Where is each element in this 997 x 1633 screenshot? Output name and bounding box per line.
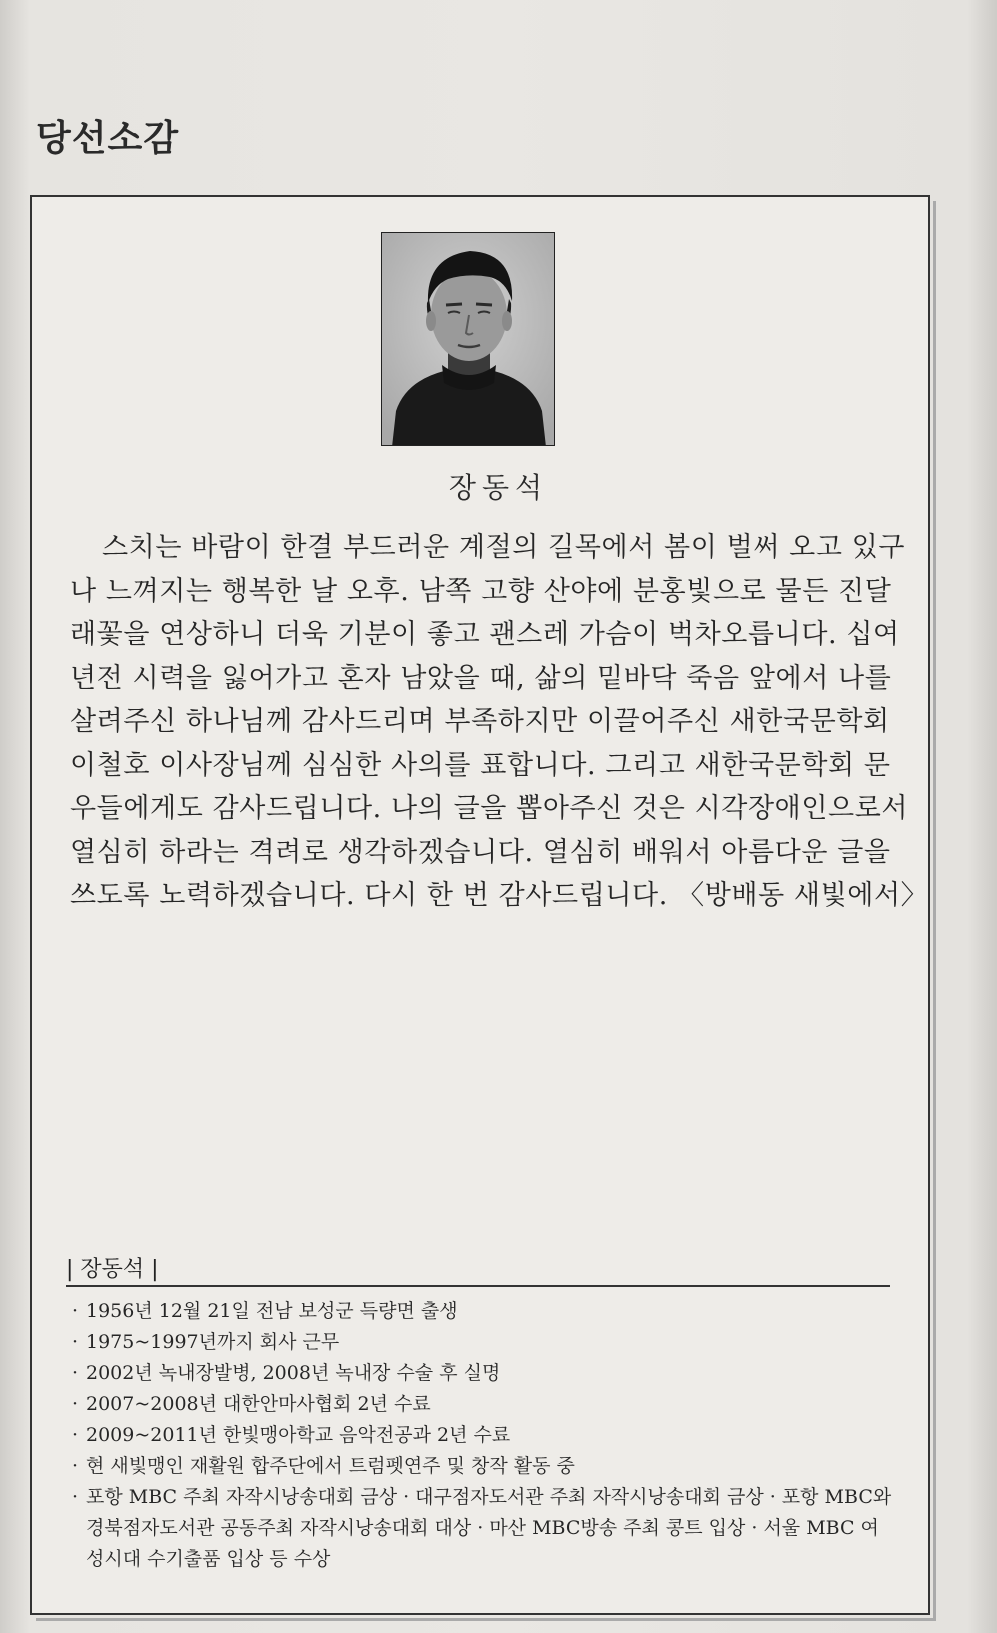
acceptance-speech (70, 526, 929, 918)
bio-item: · 2007~2008년 대한안마사협회 2년 수료 (70, 1389, 894, 1420)
bio-item: · 2009~2011년 한빛맹아학교 음악전공과 2년 수료 (70, 1420, 894, 1451)
speech-line: 나 느껴지는 행복한 날 오후. 남쪽 고향 산야에 분홍빛으로 물든 진달 (70, 575, 892, 607)
speech-line: 년전 시력을 잃어가고 혼자 남았을 때, 삶의 밑바닥 죽음 앞에서 나를 (70, 662, 892, 694)
bio-item: · 포항 MBC 주최 자작시낭송대회 금상 · 대구점자도서관 주최 자작시낭송대회 금상 · 포항 MBC와 경북점자도서관 공동주최 자작시낭송대회 대상 · 마산 MBC방송 주최 콩트 입상 · 서울 MBC 여성시대 수기출품 입상 등 수상 (70, 1482, 894, 1575)
author-name: 장동석 (448, 471, 549, 504)
speech-line: 쓰도록 노력하겠습니다. 다시 한 번 감사드립니다. 〈방배동 새빛에서〉 (70, 880, 929, 911)
speech-line: 살려주신 하나님께 감사드리며 부족하지만 이끌어주신 새한국문학회 (70, 706, 890, 737)
speech-line: 우들에게도 감사드립니다. 나의 글을 뽑아주신 것은 시각장애인으로서 (70, 793, 909, 824)
speech-line: 이철호 이사장님께 심심한 사의를 표합니다. 그리고 새한국문학회 문 (70, 749, 891, 781)
author-portrait-icon (381, 232, 555, 446)
bio-item: · 1956년 12월 21일 전남 보성군 득량면 출생 (70, 1296, 894, 1327)
speech-line: 열심히 하라는 격려로 생각하겠습니다. 열심히 배워서 아름다운 글을 (70, 836, 891, 868)
bio-item: · 현 새빛맹인 재활원 합주단에서 트럼펫연주 및 창작 활동 중 (70, 1451, 894, 1482)
bio-item: · 1975~1997년까지 회사 근무 (70, 1327, 894, 1358)
bio-divider (66, 1285, 890, 1287)
bio-list (70, 1296, 894, 1575)
bio-header: | 장동석 | (66, 1257, 159, 1282)
section-title: 당선소감 (36, 118, 180, 159)
speech-line: 스치는 바람이 한결 부드러운 계절의 길목에서 봄이 벌써 오고 있구 (102, 532, 906, 563)
bio-item: · 2002년 녹내장발병, 2008년 녹내장 수술 후 실명 (70, 1358, 894, 1389)
speech-line: 래꽃을 연상하니 더욱 기분이 좋고 괜스레 가슴이 벅차오릅니다. 십여 (70, 619, 900, 650)
